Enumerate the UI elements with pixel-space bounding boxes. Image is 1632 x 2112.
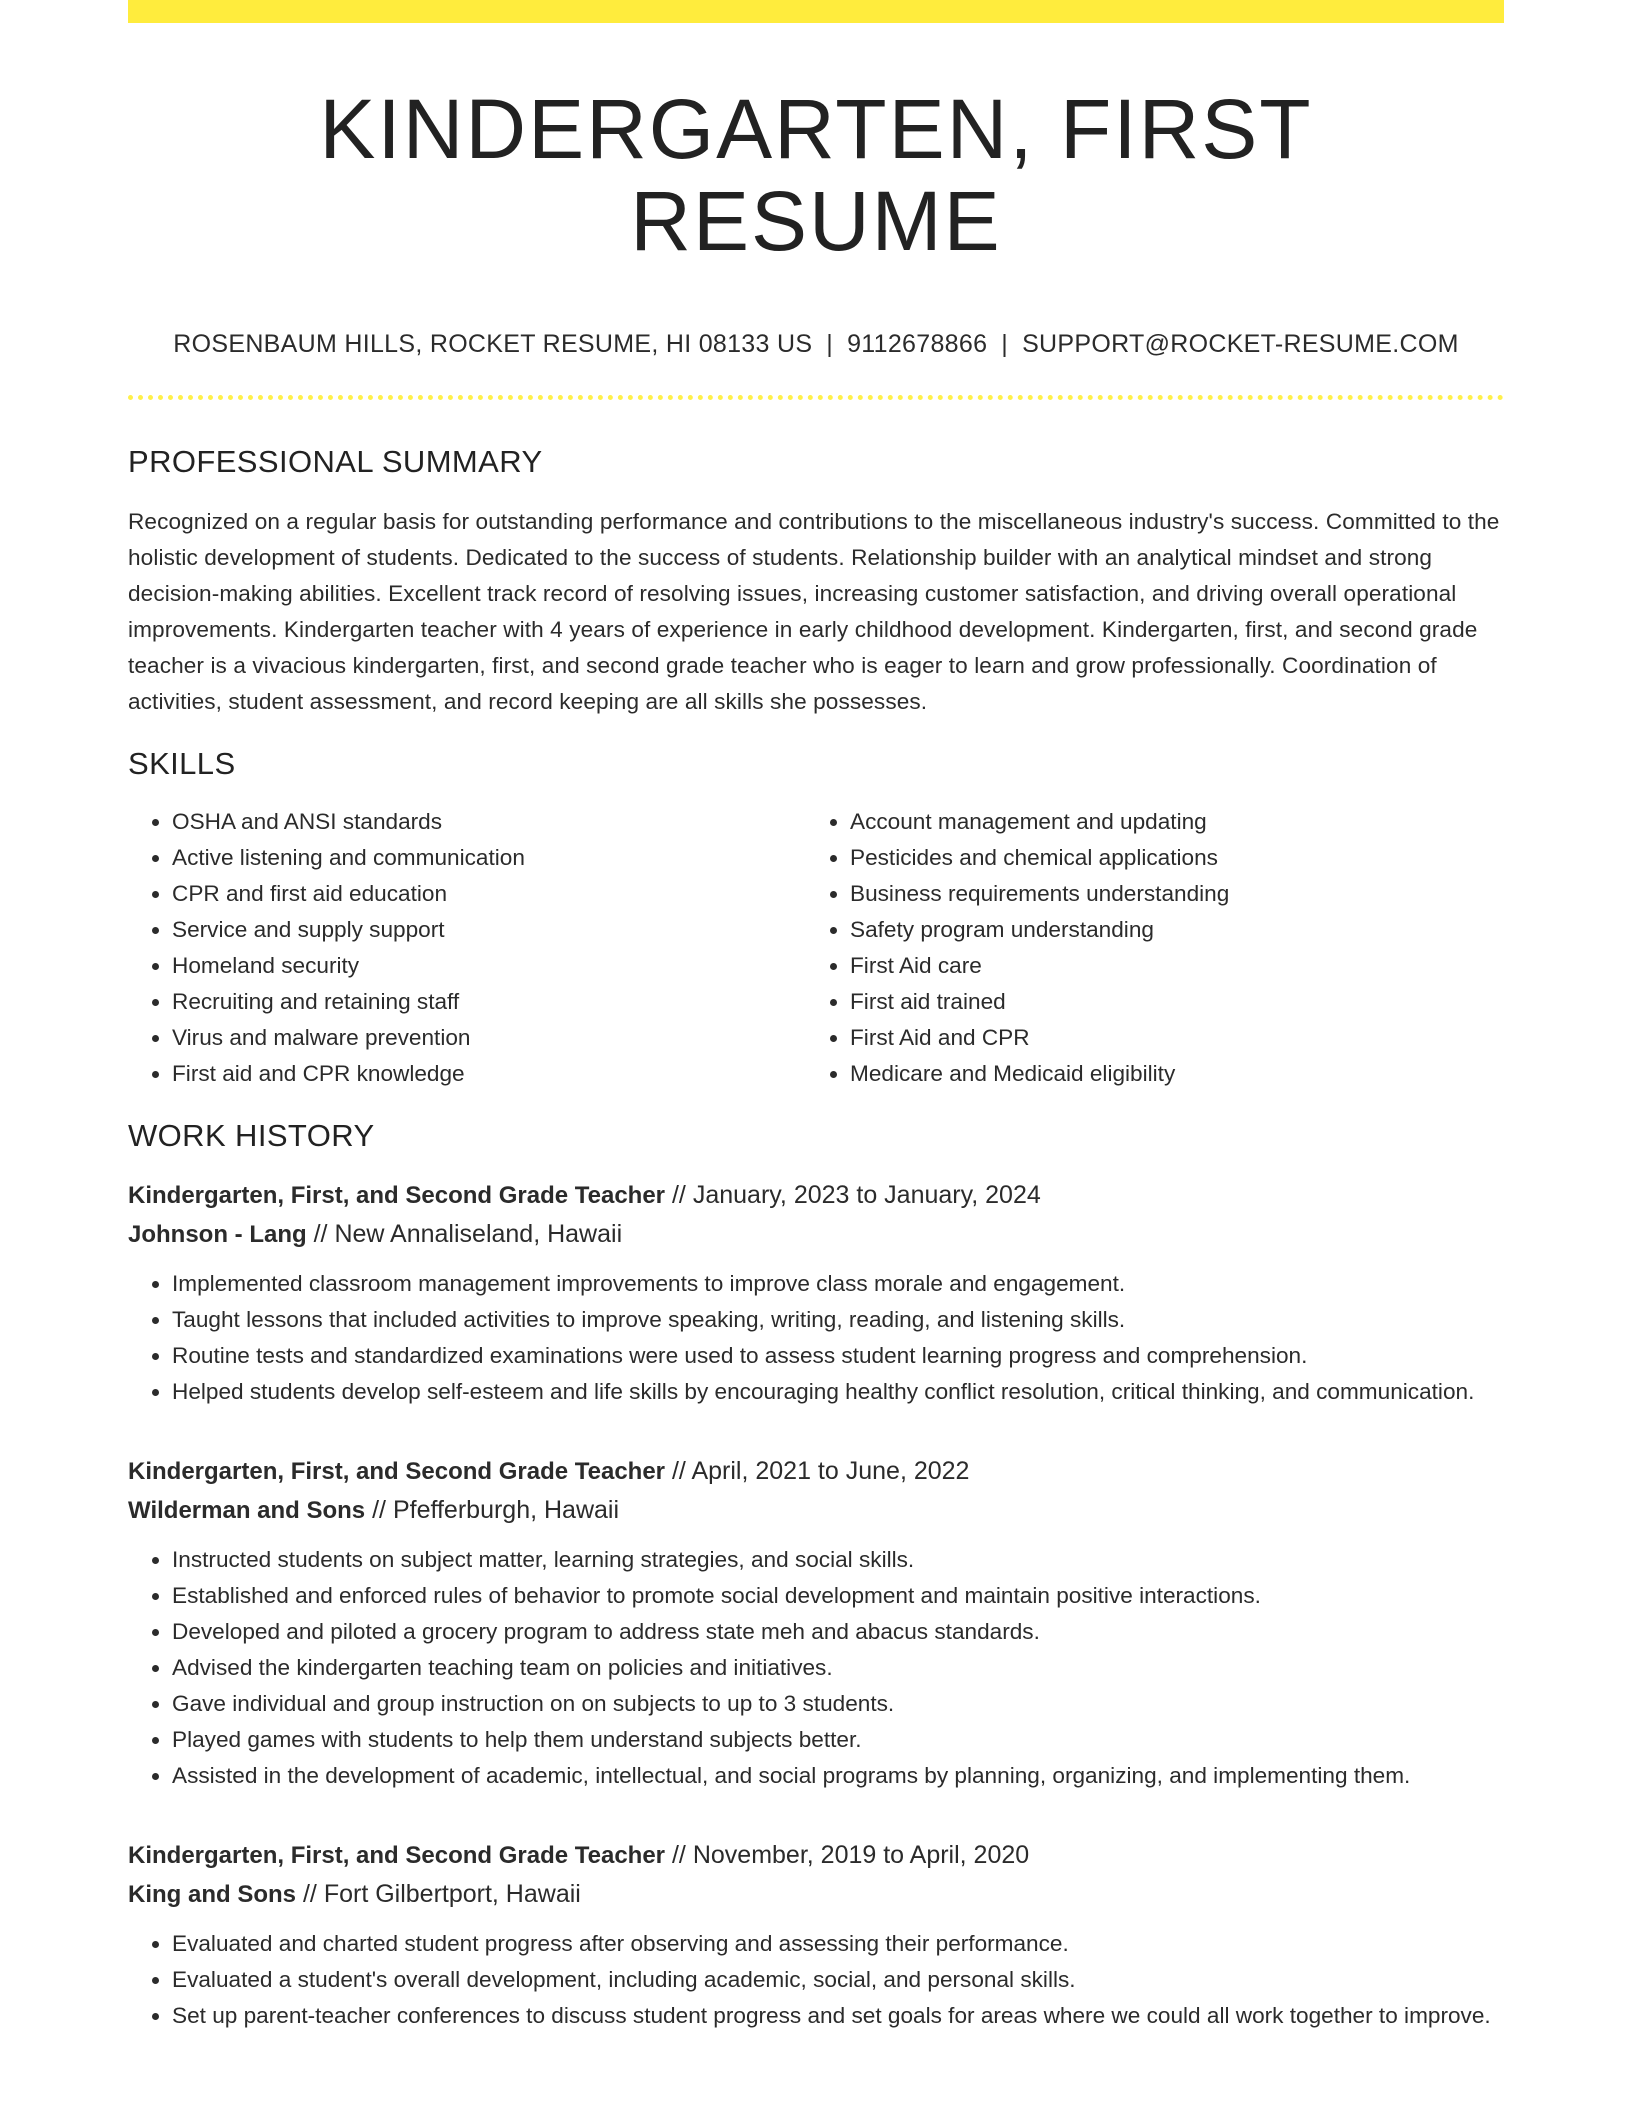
job-bullet: • Taught lessons that included activities to improve speaking, writing, reading, and listening skills. <box>172 1302 1504 1338</box>
skill-item: • Business requirements understanding <box>850 876 1484 912</box>
job-entry <box>128 1836 1504 2034</box>
contact-separator: | <box>1001 329 1009 358</box>
job-bullet: • Routine tests and standardized examinations were used to assess student learning progress and comprehension. <box>172 1338 1504 1374</box>
skill-item: • Pesticides and chemical applications <box>850 840 1484 876</box>
job-company-line <box>128 1491 1504 1530</box>
job-role: Kindergarten, First, and Second Grade Teacher <box>128 1181 666 1209</box>
divider: // <box>671 1180 686 1209</box>
summary-text: Recognized on a regular basis for outstanding performance and contributions to the miscellaneous industry's success. Committed to the holistic development of students. Dedicated to the success of students. Relationship builder with an analytical mindset and strong decision-making abilities. Excellent track record of resolving issues, increasing customer satisfaction, and driving overall operational improvements. Kindergarten teacher with 4 years of experience in early childhood development. Kindergarten, first, and second grade teacher is a vivacious kindergarten, first, and second grade teacher who is eager to learn and grow professionally. Coordination of activities, student assessment, and record keeping are all skills she possesses. <box>128 508 1500 714</box>
resume-name: KINDERGARTEN, FIRST RESUME <box>319 82 1313 269</box>
job-bullets <box>128 1266 1504 1410</box>
job-company-line <box>128 1215 1504 1254</box>
job-bullet: • Implemented classroom management improvements to improve class morale and engagement. <box>172 1266 1504 1302</box>
dotted-divider <box>128 395 1504 400</box>
job-company-line <box>128 1875 1504 1914</box>
job-bullet: • Assisted in the development of academic, intellectual, and social programs by planning, organizing, and implementing them. <box>172 1758 1504 1794</box>
skill-item: • Medicare and Medicaid eligibility <box>850 1056 1484 1092</box>
job-dates: January, 2023 to January, 2024 <box>692 1180 1041 1209</box>
job-bullet: • Evaluated a student's overall development, including academic, social, and personal skills. <box>172 1962 1504 1998</box>
job-bullets <box>128 1542 1504 1794</box>
skill-item: • Safety program understanding <box>850 912 1484 948</box>
job-location: Fort Gilbertport, Hawaii <box>323 1879 581 1908</box>
job-bullets <box>128 1926 1504 2034</box>
job-role: Kindergarten, First, and Second Grade Teacher <box>128 1457 666 1485</box>
divider: // <box>302 1879 317 1908</box>
job-location: New Annaliseland, Hawaii <box>334 1219 623 1248</box>
job-bullet: • Developed and piloted a grocery program to address state meh and abacus standards. <box>172 1614 1504 1650</box>
job-bullet: • Evaluated and charted student progress after observing and assessing their performance. <box>172 1926 1504 1962</box>
job-bullet: • Set up parent-teacher conferences to discuss student progress and set goals for areas where we could all work together to improve. <box>172 1998 1504 2034</box>
accent-top-bar <box>128 0 1504 23</box>
skills-left-list <box>128 804 806 1092</box>
contact-line <box>128 330 1504 359</box>
job-title-line <box>128 1176 1504 1215</box>
skill-item: • First aid and CPR knowledge <box>172 1056 806 1092</box>
job-bullet: • Instructed students on subject matter, learning strategies, and social skills. <box>172 1542 1504 1578</box>
work-history-heading: WORK HISTORY <box>128 1117 375 1153</box>
job-dates: April, 2021 to June, 2022 <box>691 1456 970 1485</box>
job-dates: November, 2019 to April, 2020 <box>692 1840 1030 1869</box>
divider: // <box>671 1840 686 1869</box>
job-role: Kindergarten, First, and Second Grade Teacher <box>128 1841 666 1869</box>
job-bullet: • Played games with students to help them understand subjects better. <box>172 1722 1504 1758</box>
contact-separator: | <box>826 329 834 358</box>
divider: // <box>372 1495 387 1524</box>
job-bullet: • Gave individual and group instruction on on subjects to up to 3 students. <box>172 1686 1504 1722</box>
skill-item: • OSHA and ANSI standards <box>172 804 806 840</box>
resume-page <box>128 0 1504 2034</box>
job-company: Johnson - Lang <box>128 1220 307 1248</box>
job-company: Wilderman and Sons <box>128 1496 366 1524</box>
skill-item: • Account management and updating <box>850 804 1484 840</box>
job-company: King and Sons <box>128 1880 296 1908</box>
skill-item: • Virus and malware prevention <box>172 1020 806 1056</box>
job-title-line <box>128 1452 1504 1491</box>
skills-heading: SKILLS <box>128 745 236 781</box>
contact-email: SUPPORT@ROCKET-RESUME.COM <box>1022 329 1459 358</box>
job-entry <box>128 1176 1504 1410</box>
divider: // <box>313 1219 328 1248</box>
skills-columns <box>128 804 1504 1092</box>
skill-item: • Active listening and communication <box>172 840 806 876</box>
skill-item: • Recruiting and retaining staff <box>172 984 806 1020</box>
skill-item: • Service and supply support <box>172 912 806 948</box>
job-location: Pfefferburgh, Hawaii <box>392 1495 620 1524</box>
skill-item: • Homeland security <box>172 948 806 984</box>
skill-item: • First aid trained <box>850 984 1484 1020</box>
skill-item: • First Aid and CPR <box>850 1020 1484 1056</box>
summary-heading: PROFESSIONAL SUMMARY <box>128 443 543 479</box>
job-title-line <box>128 1836 1504 1875</box>
job-bullet: • Helped students develop self-esteem and life skills by encouraging healthy conflict resolution, critical thinking, and communication. <box>172 1374 1504 1410</box>
job-entry <box>128 1452 1504 1794</box>
job-bullet: • Established and enforced rules of behavior to promote social development and maintain positive interactions. <box>172 1578 1504 1614</box>
skill-item: • First Aid care <box>850 948 1484 984</box>
job-bullet: • Advised the kindergarten teaching team on policies and initiatives. <box>172 1650 1504 1686</box>
contact-phone: 9112678866 <box>847 329 988 358</box>
contact-address: ROSENBAUM HILLS, ROCKET RESUME, HI 08133 US <box>173 329 813 358</box>
divider: // <box>671 1456 686 1485</box>
skill-item: • CPR and first aid education <box>172 876 806 912</box>
skills-right-list <box>806 804 1484 1092</box>
